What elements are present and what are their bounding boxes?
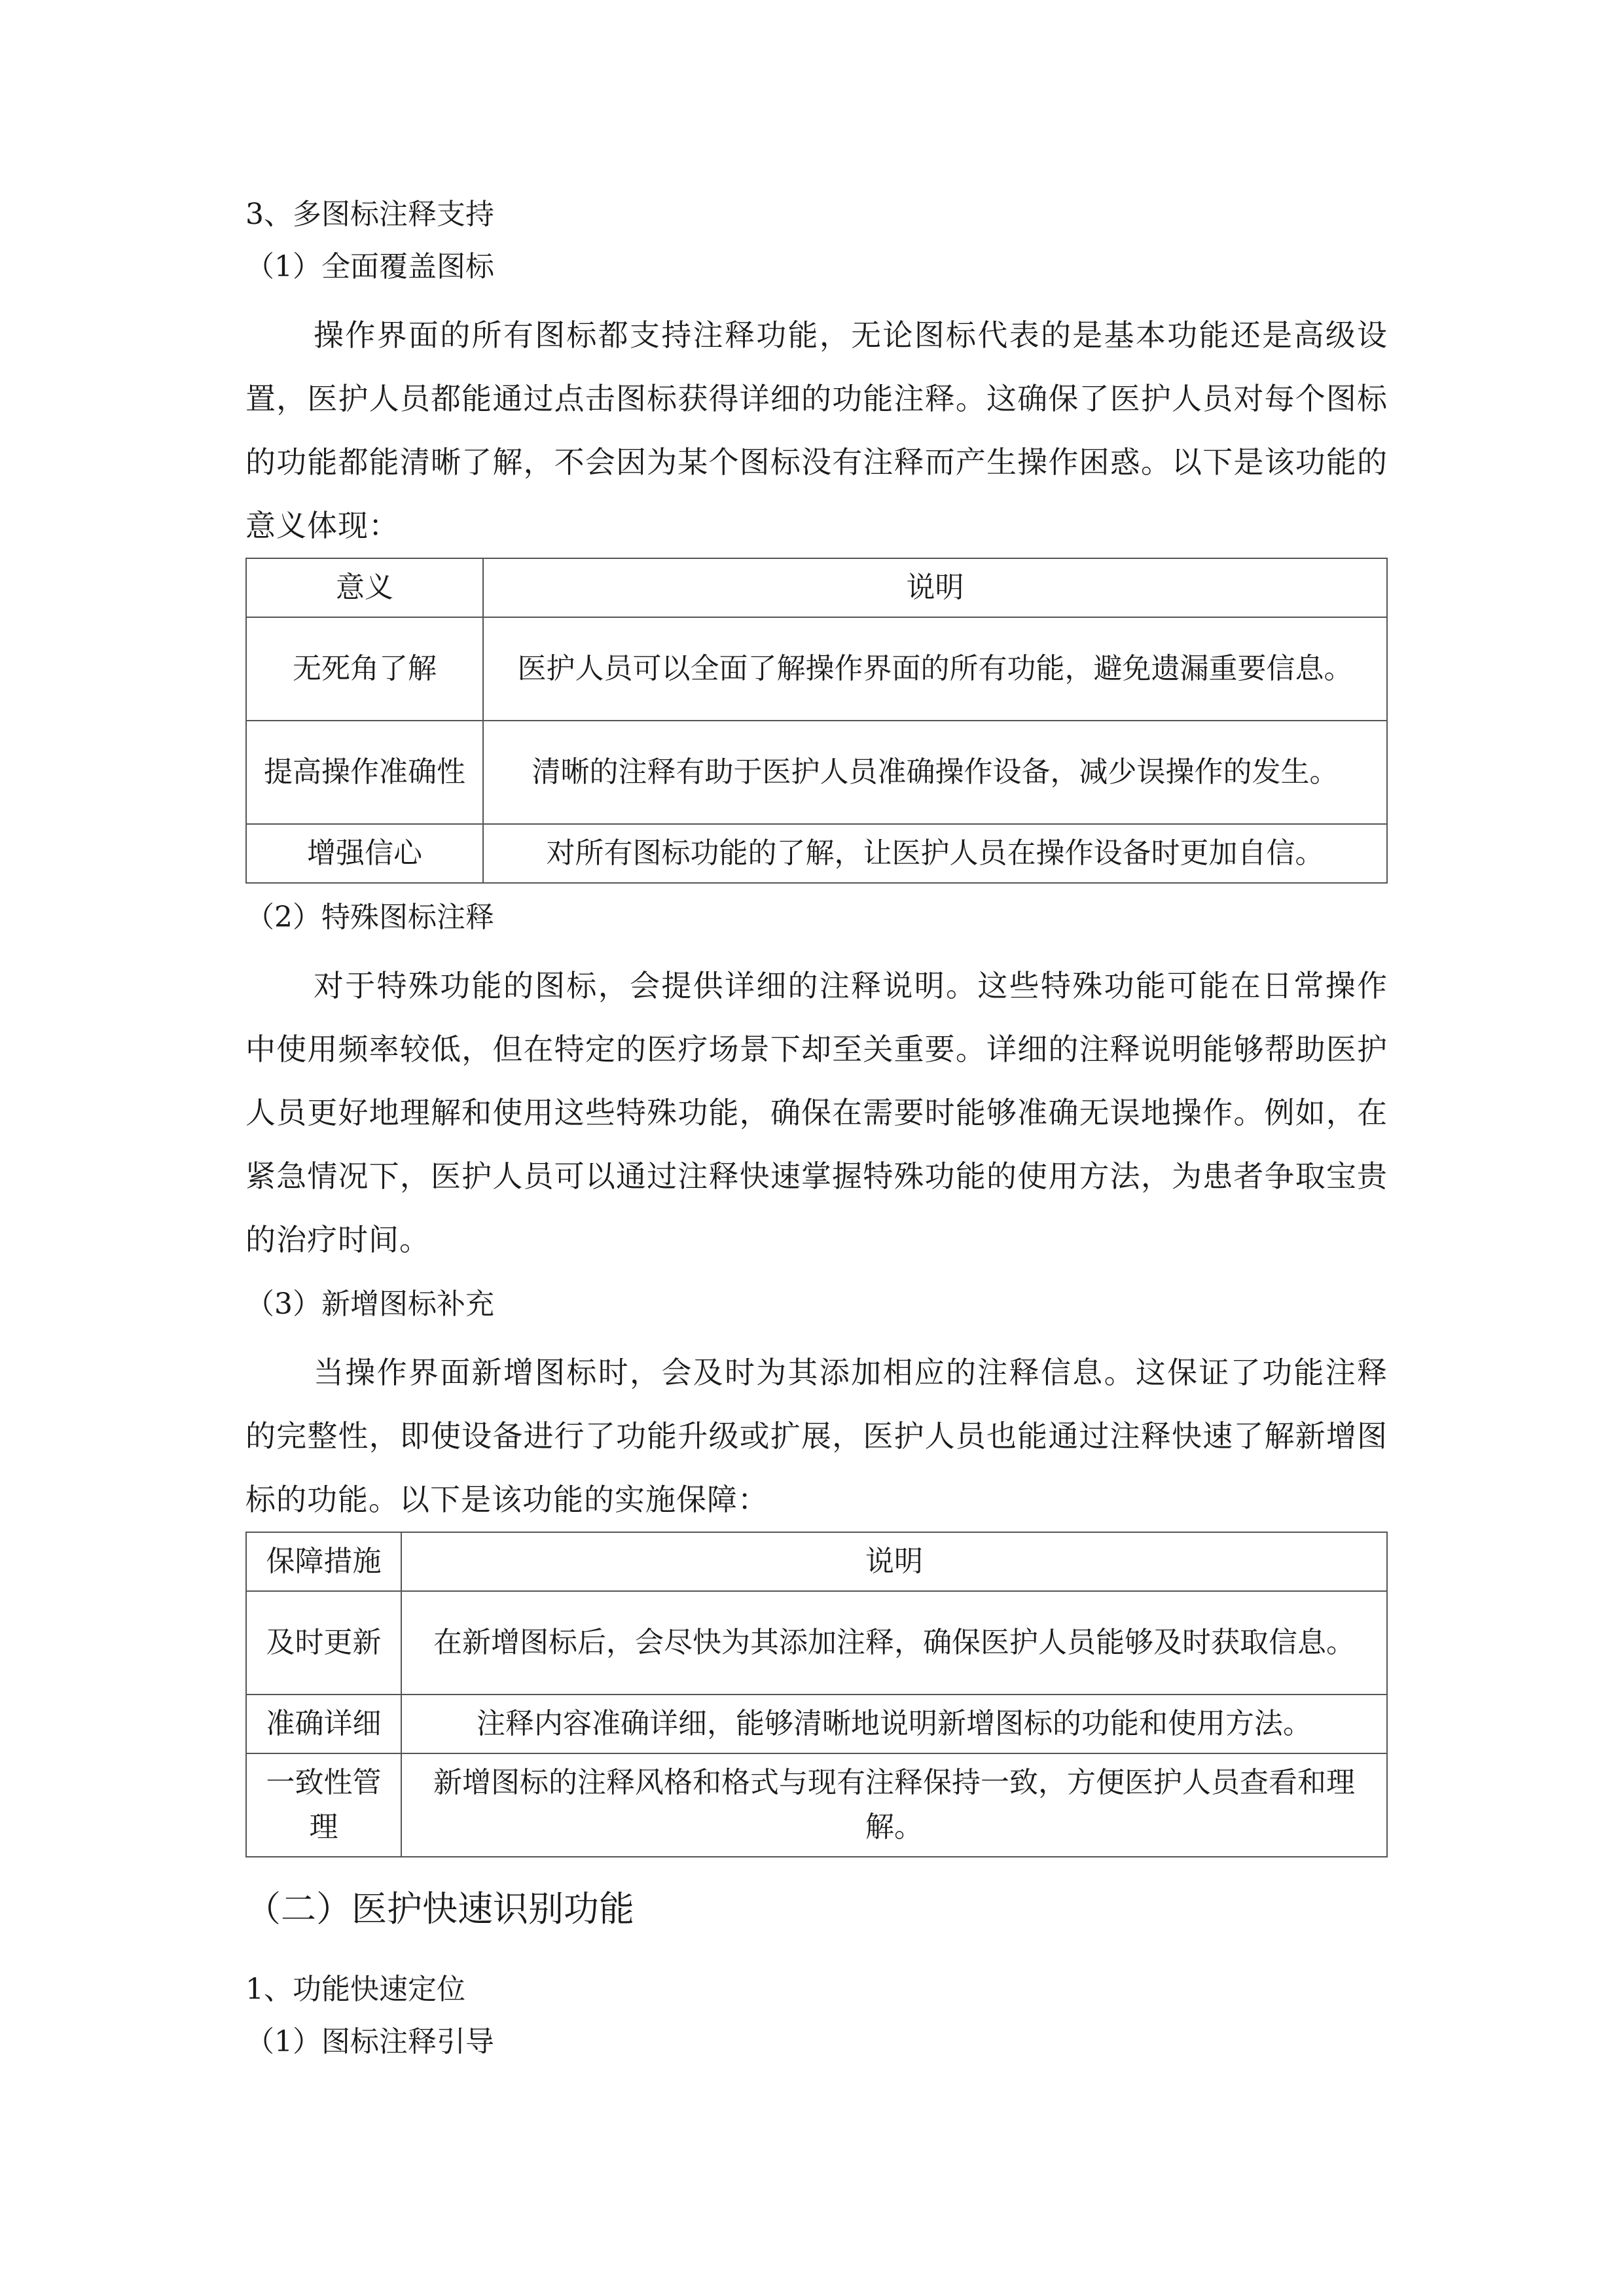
subsection-heading: （1）图标注释引导 (245, 2025, 494, 2058)
table-header-cell: 说明 (401, 1532, 1387, 1591)
table-header-row (246, 558, 1387, 617)
body-paragraph: 操作界面的所有图标都支持注释功能，无论图标代表的是基本功能还是高级设置，医护人员都能通过点击图标获得详细的功能注释。这确保了医护人员对每个图标的功能都能清晰了解，不会因为某个图标没有注释而产生操作困惑。以下是该功能的意义体现： (245, 317, 1388, 543)
subsection-heading: （2）特殊图标注释 (245, 901, 494, 934)
table-cell-key: 增强信心 (246, 824, 483, 883)
table-row (246, 824, 1387, 883)
subsection-heading: （1）全面覆盖图标 (245, 250, 494, 283)
table-header-cell: 保障措施 (246, 1532, 401, 1591)
table-cell-description: 对所有图标功能的了解，让医护人员在操作设备时更加自信。 (483, 824, 1387, 883)
table-header-cell: 说明 (483, 558, 1387, 617)
table-header-cell: 意义 (246, 558, 483, 617)
section-heading: 3、多图标注释支持 (245, 198, 494, 231)
table-cell-description: 清晰的注释有助于医护人员准确操作设备，减少误操作的发生。 (483, 721, 1387, 824)
table-cell-description: 在新增图标后，会尽快为其添加注释，确保医护人员能够及时获取信息。 (401, 1591, 1387, 1695)
table-cell-description: 注释内容准确详细，能够清晰地说明新增图标的功能和使用方法。 (401, 1695, 1387, 1753)
table-cell-key: 一致性管理 (246, 1753, 401, 1857)
table-header-row (246, 1532, 1387, 1591)
table-row (246, 1753, 1387, 1857)
document-page (245, 191, 1388, 2079)
table-cell-description: 新增图标的注释风格和格式与现有注释保持一致，方便医护人员查看和理解。 (401, 1753, 1387, 1857)
significance-table (245, 558, 1388, 884)
table-cell-description: 医护人员可以全面了解操作界面的所有功能，避免遗漏重要信息。 (483, 617, 1387, 721)
body-paragraph: 当操作界面新增图标时，会及时为其添加相应的注释信息。这保证了功能注释的完整性，即使设备进行了功能升级或扩展，医护人员也能通过注释快速了解新增图标的功能。以下是该功能的实施保障： (245, 1355, 1388, 1517)
table-cell-key: 准确详细 (246, 1695, 401, 1753)
table-cell-key: 及时更新 (246, 1591, 401, 1695)
table-row (246, 1591, 1387, 1695)
table-row (246, 1695, 1387, 1753)
table-cell-key: 无死角了解 (246, 617, 483, 721)
guarantee-table (245, 1532, 1388, 1857)
chapter-heading: （二）医护快速识别功能 (245, 1888, 634, 1929)
section-heading: 1、功能快速定位 (245, 1973, 465, 2006)
subsection-heading: （3）新增图标补充 (245, 1287, 494, 1321)
table-cell-key: 提高操作准确性 (246, 721, 483, 824)
body-paragraph: 对于特殊功能的图标，会提供详细的注释说明。这些特殊功能可能在日常操作中使用频率较低，但在特定的医疗场景下却至关重要。详细的注释说明能够帮助医护人员更好地理解和使用这些特殊功能，确保在需要时能够准确无误地操作。例如，在紧急情况下，医护人员可以通过注释快速掌握特殊功能的使用方法，为患者争取宝贵的治疗时间。 (245, 968, 1388, 1257)
table-row (246, 617, 1387, 721)
table-row (246, 721, 1387, 824)
